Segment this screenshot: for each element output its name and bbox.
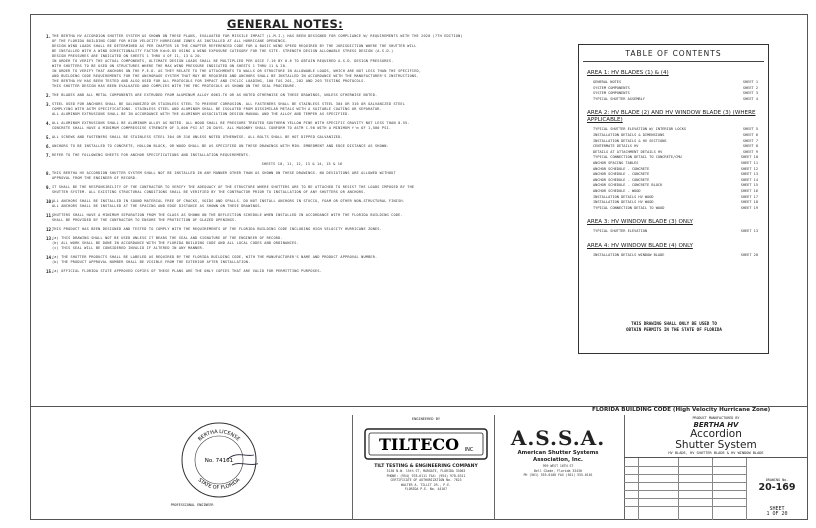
note-line: WITH SHUTTERS TO BE USED ON STRUCTURES WHERE THE MAX WIND PRESSURE INDICATED ON SHEETS 1 THRU 11 & 20. (52, 64, 288, 68)
note-line: IN ORDER TO VERIFY THE ACTUAL COMPONENTS, ULTIMATE DESIGN LOADS SHALL BE MULTIPLIED PER ASCE 7-16 BY 0.6 TO OBTAIN REQUIRED A.S.D. DESIGN PRESSURES. (52, 59, 394, 63)
toc-row (579, 206, 768, 212)
assa-line: 999 WEST 16TH ST (542, 464, 574, 468)
grid-col (638, 458, 639, 520)
logo-suffix: INC (464, 447, 474, 453)
toc-row-sheet: SHEET 5 (742, 127, 758, 132)
note-number: 7. (46, 153, 52, 158)
toc-row-label: ANCHOR SCHEDULE - CONCRETE BLOCK (593, 183, 663, 188)
toc-areas (579, 70, 768, 258)
toc-row-label: TYPICAL CONNECTION DETAIL TO CONCRETE/CMU (593, 155, 682, 160)
note-line: CONCRETE SHALL HAVE A MINIMUM COMPRESSIVE STRENGTH OF 3,000 PSI AT 28 DAYS. ALL MASONRY SHALL CONFORM TO ASTM C-90 WITH A MINIMUM f'm OF 1,500 PSI. (52, 126, 392, 130)
note-number: 12. (46, 227, 54, 232)
toc-row-label: CENTERMATE DETAILS HV (593, 144, 639, 149)
grid-line (624, 474, 746, 475)
toc-row-label: GENERAL NOTES (593, 80, 622, 84)
toc-row-label: SYSTEM COMPONENTS (593, 85, 630, 90)
note-line: DESIGN WIND LOADS SHALL BE DETERMINED AS PER CHAPTER 16 THE CHAPTER REFERENCED CODE FOR A BASIC WIND SPEED REQUIRED BY THE JURISDICTION WHERE THE SHUTTER WILL (52, 44, 417, 48)
toc-row-sheet: SHEET 19 (740, 205, 758, 210)
toc-row-sheet: SHEET 16 (740, 188, 758, 193)
note-line: (a) OFFICIAL FLORIDA STATE APPROVED COPIES OF THESE PLANS ARE THE ONLY COPIES THAT ARE VALID FOR PERMITTING PURPOSES. (52, 269, 322, 273)
note-number: 15. (46, 269, 54, 274)
note-item (52, 162, 552, 167)
toc-row-sheet: SHEET 7 (742, 138, 758, 143)
note-item (46, 135, 552, 140)
toc-title: TABLE OF CONTENTS (625, 49, 722, 58)
note-line: STEEL USED FOR ANCHORS SHALL BE GALVANIZED OR STAINLESS STEEL TO PREVENT CORROSION. ALL FASTENERS SHALL BE STAINLESS STEEL 304 OR 316 OR GALVANIZED STEEL (52, 102, 405, 106)
drawing-number-label: DRAWING No. (765, 478, 789, 482)
note-number: 8. (46, 171, 52, 176)
note-number: 1. (46, 34, 52, 39)
note-item (46, 144, 552, 149)
toc-row-sheet: SHEET 12 (740, 166, 758, 171)
assa-line: PH (561) 555-0100 FAX (561) 555-0101 (523, 473, 593, 477)
toc-row-label: ANCHOR SCHEDULE - CONCRETE (593, 166, 650, 171)
note-line: AND BUILDING CODE REQUIREMENTS FOR THE ANCHORAGE SYSTEM THAT MAY BE REQUIRED AND ANCHORS SHALL BE INSTALLED IN ACCORDANCE WITH THE MANUFACTURER'S INSTRUCTIONS. (52, 74, 419, 78)
engineer-line: WALTER A. TILLIT JR., P.E. (401, 482, 451, 487)
note-line: (b) ALL WORK SHALL BE DONE IN ACCORDANCE WITH THE FLORIDA BUILDING CODE AND ALL LOCAL CODES AND ORDINANCES. (52, 241, 299, 245)
note-line: REFER TO THE FOLLOWING SHEETS FOR ANCHOR SPECIFICATIONS AND INSTALLATION REQUIREMENTS. (52, 153, 251, 157)
toc-row-sheet: SHEET 20 (740, 252, 758, 257)
toc-area-heading (579, 110, 768, 124)
note-line: ANCHORS TO BE INSTALLED TO CONCRETE, HOLLOW BLOCK, OR WOOD SHALL BE AS SPECIFIED ON THESE DRAWINGS WITH MIN. EMBEDMENT AND EDGE DISTANCE AS SHOWN. (52, 144, 389, 148)
sheet-of: 1 OF 20 (766, 511, 788, 517)
note-line: OF THE FLORIDA BUILDING CODE FOR HIGH VELOCITY HURRICANE ZONES AS INSTALLED AT ALL HURRICANE OPENINGS. (52, 39, 288, 43)
grid-col (712, 458, 713, 520)
fbc-label: FLORIDA BUILDING CODE (High Velocity Hurricane Zone) (592, 407, 771, 413)
drawing-number-block (752, 478, 802, 493)
general-notes-list (46, 34, 552, 278)
toc-row-sheet: SHEET 8 (742, 144, 758, 149)
note-number: 10. (46, 199, 54, 204)
toc-area-heading-text: AREA 4: HV WINDOW BLADE (4) ONLY (587, 242, 693, 249)
note-number: 5. (46, 135, 52, 140)
toc-title-rule (583, 61, 764, 62)
general-notes-title: GENERAL NOTES: (226, 17, 344, 31)
note-item (46, 93, 552, 98)
note-line: THE BLADES AND ALL METAL COMPONENTS ARE EXTRUDED FROM ALUMINUM ALLOY 6063-T6 OR AS NOTED OTHERWISE ON THESE DRAWINGS, UNLESS OTHERWISE NOTED. (52, 93, 378, 97)
engineer-line: FLORIDA P.E. No. 44167 (404, 487, 448, 491)
toc-area-heading-text: AREA 3: HV WINDOW BLADE (3) ONLY (587, 219, 693, 226)
grid-line (624, 490, 746, 491)
note-number: 9. (46, 185, 52, 190)
grid-col (678, 458, 679, 520)
note-line: SHALL BE PROVIDED BY THE CONTRACTOR TO ENSURE THE PROTECTION OF GLAZED OPENINGS. (52, 218, 237, 222)
toc-row-sheet: SHEET 4 (742, 96, 758, 101)
note-line: ALL ALUMINUM EXTRUSIONS SHALL BE ALUMINUM ALLOY AS NOTED. ALL WOOD SHALL BE PRESSURE TREATED SOUTHERN YELLOW PINE WITH SPECIFIC GRAVITY NOT LESS THAN 0.55. (52, 121, 410, 125)
sheet-label: SHEET (769, 506, 785, 512)
note-item (46, 102, 552, 117)
system-name-line2: Shutter System (675, 439, 757, 451)
table-of-contents (578, 44, 769, 354)
toc-row-sheet: SHEET 14 (740, 177, 758, 182)
toc-area-heading-text: AREA 1: HV BLADES (1) & (4) (587, 70, 669, 76)
assa-sub2: Association, Inc. (533, 457, 583, 463)
note-item (46, 227, 552, 232)
toc-row-label: ANCHOR SCHEDULE - WOOD (593, 188, 641, 193)
note-line: ALL ANCHORS SHALL BE INSTALLED AT THE SPACING AND EDGE DISTANCE AS SHOWN ON THESE DRAWINGS. (52, 204, 262, 208)
toc-row-label: ANCHOR SCHEDULE - CONCRETE (593, 177, 650, 182)
product-title-block (624, 415, 808, 520)
toc-row-sheet: SHEET 17 (740, 194, 758, 199)
note-line: BE INSTALLED WITH A WIND DIRECTIONALITY FACTOR Kd=0.85 USING A WIND EXPOSURE CATEGORY FOR THE SITE. STRENGTH DESIGN ALLOWABLE STRESS DESIGN (A.S.D.) (52, 49, 394, 53)
engineer-line: CERTIFICATE OF AUTHORIZATION No. 7623 (390, 478, 462, 482)
toc-row-sheet: SHEET 18 (740, 200, 758, 205)
grid-line (624, 482, 746, 483)
assa-name: A.S.S.A. (510, 426, 606, 450)
toc-row (579, 97, 768, 103)
note-line: DESIGN PRESSURES ARE INDICATED ON SHEETS 1 THRU 4 OF 11, 13 & 20. (52, 54, 202, 58)
toc-row-sheet: SHEET 11 (740, 160, 758, 165)
grid-line (624, 466, 746, 467)
product-description: HV BLADE, HV SHUTTER BLADE & HV WINDOW BLADE (668, 451, 764, 455)
engineer-header: ENGINEERED BY (411, 417, 441, 421)
divider-engineer (494, 415, 495, 520)
toc-area-heading (579, 219, 768, 226)
note-line: THE BERTHA HV ACCORDION SHUTTER SYSTEM AS SHOWN ON THESE PLANS, EVALUATED FOR MISSILE IMPACT (L.M.I.) HAS BEEN DESIGNED FOR COMPLIANCE W/ REQUIREMENTS WITH THE 2020 (7TH EDITION) (52, 34, 463, 38)
tilteco-logo (363, 427, 489, 461)
toc-row-sheet: SHEET 13 (740, 172, 758, 177)
assa-sub1: American Shutter Systems (517, 450, 599, 456)
note-line: THIS SHUTTER DESIGN HAS BEEN EVALUATED AND COMPLIES WITH THE FBC PROTOCOLS AS SHOWN ON THE SEAL PROCEDURE. (52, 84, 297, 88)
note-line: IN ORDER TO VERIFY THAT ANCHORS ON THE P.E.D. AS THEY RELATE TO THE ATTACHMENTS TO WALLS OR STRUCTURE IN ALLOWABLE LOADS, WHICH ARE NOT LESS THAN THE SPECIFIED, (52, 69, 422, 73)
note-line: (c) THIS SEAL WILL BE CONSIDERED INVALID IF ALTERED IN ANY MANNER. (52, 246, 205, 250)
note-item (46, 213, 552, 223)
note-line: IT SHALL BE THE RESPONSIBILITY OF THE CONTRACTOR TO VERIFY THE ADEQUACY OF THE STRUCTURE WHERE SHUTTERS ARE TO BE ATTACHED TO RESIST THE LOADS IMPOSED BY THE (52, 185, 415, 189)
seal-arc-bottom: STATE OF FLORIDA (196, 477, 242, 492)
assa-block (500, 426, 616, 478)
assa-line: Bell Glade, Florida 33430 (534, 468, 582, 473)
note-line: SHEETS 10, 11, 12, 13 & 14, 15 & 16 (261, 162, 343, 166)
note-item (46, 171, 552, 181)
note-number: 13. (46, 236, 54, 241)
toc-row-label: INSTALLATION DETAILS WINDOW BLADE (593, 252, 665, 257)
seal-caption: PROFESSIONAL ENGINEER (170, 503, 214, 507)
engineer-info (358, 464, 494, 492)
note-number: 14. (46, 255, 54, 260)
toc-row-label: TYPICAL SHUTTER ELEVATION (593, 229, 648, 234)
note-number: 2. (46, 93, 52, 98)
note-line: SHUTTERS SHALL HAVE A MINIMUM SEPARATION FROM THE GLASS AS SHOWN ON THE DEFLECTION SCHEDULE WHEN INSTALLED IN ACCORDANCE WITH THE FLORIDA BUILDING CODE. (52, 213, 403, 217)
note-number: 6. (46, 144, 52, 149)
grid-line (624, 506, 746, 507)
toc-row-label: INSTALLATION DETAILS HV WOOD (593, 200, 654, 205)
drawing-number: 20-169 (758, 482, 796, 493)
note-item (46, 255, 552, 265)
assa-lines (500, 464, 616, 478)
toc-row-sheet: SHEET 13 (740, 229, 758, 234)
toc-row-label: TYPICAL SHUTTER ASSEMBLY (593, 96, 645, 101)
toc-row-sheet: SHEET 10 (740, 155, 758, 160)
note-item (46, 153, 552, 158)
toc-row-label: ANCHOR SPACING TABLES (593, 160, 639, 165)
toc-row-sheet: SHEET 9 (742, 149, 758, 154)
note-line: COMPLYING WITH ASTM SPECIFICATIONS. STAINLESS STEEL AND ALUMINUM SHALL BE ISOLATED FROM DISSIMILAR METALS WITH A SUITABLE COATING OR SEPARATOR. (52, 107, 382, 111)
grid-col (746, 458, 747, 520)
toc-row-sheet: SHEET 6 (742, 132, 758, 137)
grid-line (624, 498, 746, 499)
toc-area-heading (579, 243, 768, 250)
divider-seal (352, 415, 353, 520)
toc-row-sheet: SHEET 3 (742, 91, 758, 96)
seal-number: No. 74161 (204, 458, 234, 464)
engineer-lines (358, 469, 494, 492)
note-item (46, 199, 552, 209)
product-name: BERTHA HV (693, 421, 739, 429)
toc-row-label: TYPICAL CONNECTION DETAIL TO WOOD (593, 205, 665, 210)
engineer-line: 5130 N.W. 15th ST, MARGATE, FLORIDA 33063 (386, 469, 466, 473)
product-header: PRODUCT MANUFACTURED BY (692, 416, 740, 420)
toc-row-sheet: SHEET 1 (742, 80, 758, 84)
toc-row-label: TYPICAL SHUTTER ELEVATION W/ INTERIOR LOCKS (593, 127, 687, 132)
note-number: 4. (46, 121, 52, 126)
note-item (46, 34, 552, 89)
logo-text: TILTECO (378, 435, 460, 454)
engineer-line: PHONE: (954) 978-6111 FAX: (954) 978-6311 (386, 473, 466, 478)
note-line: ALL ALUMINUM EXTRUSIONS SHALL BE IN ACCORDANCE WITH THE ALUMINUM ASSOCIATION DESIGN MANUAL AND THE ALLOY AND TEMPER AS SPECIFIED. (52, 112, 350, 116)
permit-warning (609, 321, 739, 333)
note-line: THE BERTHA HV HAS BEEN TESTED AND ALSO USED FOR ALL PROTOCOLS FOR IMPACT AND CYCLIC LOADING, 100 TAS 201, 202 AND 203 TESTING PROTOCOLS. (52, 79, 366, 83)
toc-row-label: INSTALLATION DETAILS HV WOOD (593, 194, 654, 199)
note-line: SHUTTER SYSTEM. ALL EXISTING STRUCTURAL CONDITIONS SHALL BE VERIFIED BY THE CONTRACTOR PRIOR TO INSTALLATION OF ANY SHUTTERS OR ANCHORS. (52, 190, 366, 194)
toc-row-label: INSTALLATION DETAILS & HV SECTIONS (593, 138, 667, 143)
note-line: THIS PRODUCT HAS BEEN DESIGNED AND TESTED TO COMPLY WITH THE REQUIREMENTS OF THE FLORIDA BUILDING CODE INCLUDING HIGH VELOCITY HURRICANE ZONES. (52, 227, 382, 231)
toc-row (579, 229, 768, 235)
seal-arc-top: BERTHA LICENSE (197, 428, 241, 443)
note-line: (b) THE PRODUCT APPROVAL NUMBER SHALL BE VISIBLE FROM THE EXTERIOR AFTER INSTALLATION. (52, 260, 251, 264)
toc-row-label: DETAILS AT ATTACHMENT DETAILS HV (593, 149, 663, 154)
toc-row-label: INSTALLATION DETAILS & DIMENSIONS (593, 132, 665, 137)
note-line: (a) THIS DRAWING SHALL NOT BE USED UNLESS IT BEARS THE SEAL AND SIGNATURE OF THE ENGINEER OF RECORD. (52, 236, 283, 240)
note-item (46, 269, 552, 274)
note-item (46, 236, 552, 251)
toc-row (579, 253, 768, 259)
note-line: THIS BERTHA HV ACCORDION SHUTTER SYSTEM SHALL NOT BE INSTALLED IN ANY MANNER OTHER THAN AS SHOWN ON THESE DRAWINGS. NO DEVIATIONS ARE ALLOWED WITHOUT (52, 171, 396, 175)
note-number: 3. (46, 102, 52, 107)
note-item (46, 121, 552, 131)
toc-row-sheet: SHEET 15 (740, 183, 758, 188)
system-name-line1: Accordion (690, 428, 742, 440)
toc-area-heading-text: AREA 2: HV BLADE (2) AND HV WINDOW BLADE (3) (WHERE APPLICABLE) (587, 110, 756, 124)
note-line: APPROVAL FROM THE ENGINEER OF RECORD. (52, 176, 138, 180)
toc-row-label: ANCHOR SCHEDULE - CONCRETE (593, 172, 650, 177)
toc-area-heading (579, 70, 768, 77)
toc-row-label: SYSTEM COMPONENTS (593, 91, 630, 96)
note-number: 11. (46, 213, 54, 218)
toc-row-sheet: SHEET 2 (742, 85, 758, 90)
note-line: ALL SCREWS AND FASTENERS SHALL BE STAINLESS STEEL 304 OR 316 UNLESS NOTED OTHERWISE. ALL BOLTS SHALL BE HOT DIPPED GALVANIZED. (52, 135, 343, 139)
note-line: ALL ANCHORS SHALL BE INSTALLED IN SOUND MATERIAL FREE OF CRACKS, VOIDS AND SPALLS. DO NOT INSTALL ANCHORS IN STUCCO, FOAM OR OTHER NON-STRUCTURAL FINISH. (52, 199, 405, 203)
note-line: (a) THE SHUTTER PRODUCTS SHALL BE LABELED AS REQUIRED BY THE FLORIDA BUILDING CODE, WITH THE MANUFACTURER'S NAME AND PRODUCT APPROVAL NUMBER. (52, 255, 378, 259)
engineer-name: TILT TESTING & ENGINEERING COMPANY (374, 464, 478, 469)
permit-warning-line2: OBTAIN PERMITS IN THE STATE OF FLORIDA (626, 327, 722, 332)
engineer-seal (180, 421, 258, 499)
permit-warning-line1: THIS DRAWING SHALL ONLY BE USED TO (631, 321, 717, 326)
sheet-number-block (752, 507, 802, 517)
note-item (46, 185, 552, 195)
